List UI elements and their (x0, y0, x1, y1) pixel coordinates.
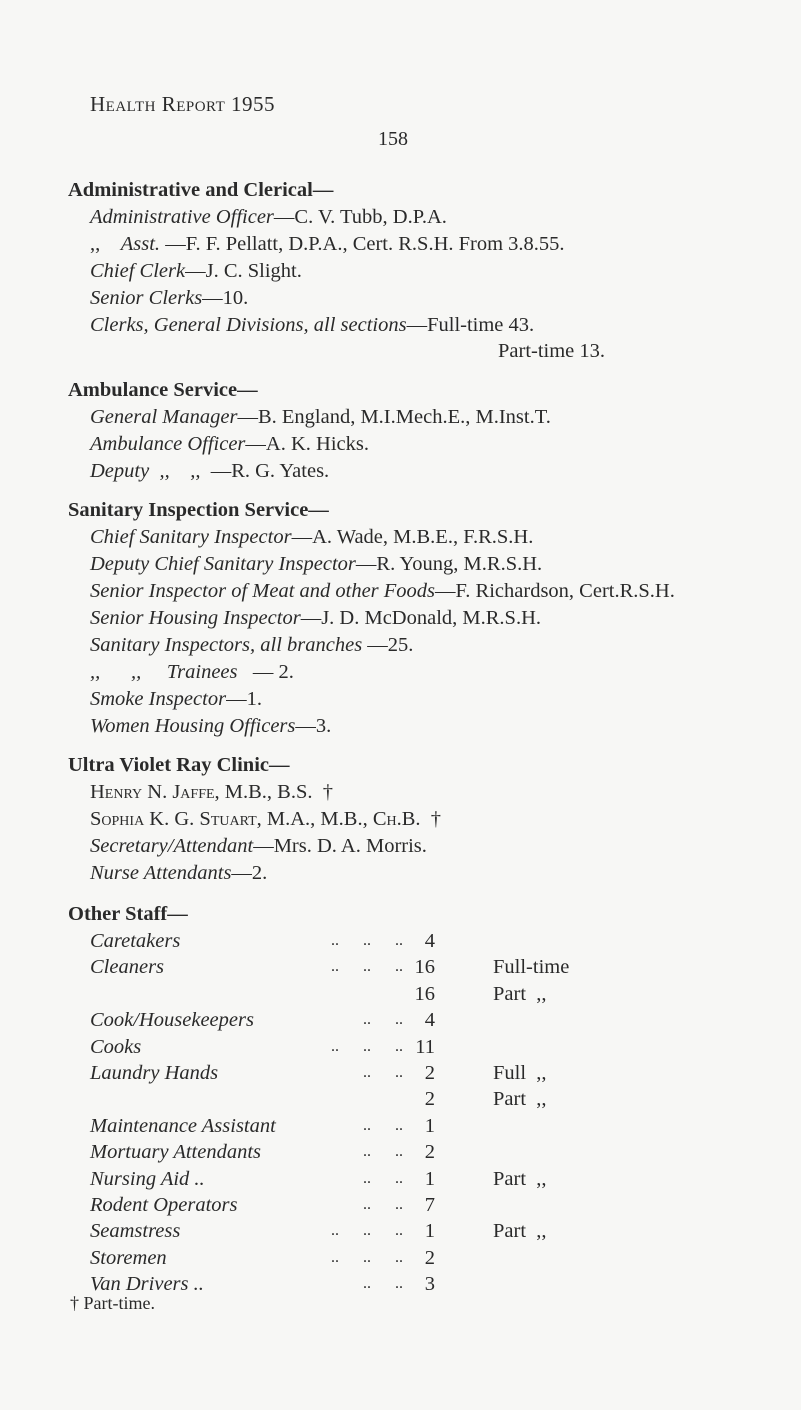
role-label: Ambulance Officer (90, 433, 246, 455)
staff-category: Cleaners (90, 956, 165, 979)
admin-asst-line (90, 232, 565, 256)
staff-count: 4 (424, 930, 435, 952)
leader-dots: .. .. (363, 1196, 403, 1213)
meat-inspector-line (90, 579, 675, 603)
ambulance-officer-line (90, 432, 369, 456)
admin-officer-line (90, 205, 447, 229)
section-heading-sanitary: Sanitary Inspection Service— (68, 499, 329, 521)
staff-category: Van Drivers .. (90, 1273, 204, 1296)
uv-doctor-2: Sophia K. G. Stuart, M.A., M.B., Ch.B. † (90, 808, 442, 830)
sanitary-inspectors-line (90, 633, 413, 657)
leader-dots: .. .. .. (331, 1037, 403, 1055)
leader-dots: .. .. .. (331, 1248, 403, 1266)
role-holder: —J. C. Slight. (185, 260, 302, 282)
staff-count: 1 (424, 1220, 435, 1243)
chief-clerk-line (90, 259, 302, 283)
staff-category: Maintenance Assistant (90, 1114, 276, 1137)
staff-note: Part ,, (493, 1220, 547, 1243)
leader-dots: .. .. .. (331, 958, 403, 976)
role-holder: —R. Young, M.R.S.H. (355, 553, 543, 575)
role-holder: —B. England, M.I.Mech.E., M.Inst.T. (237, 406, 551, 428)
staff-count: 11 (415, 1035, 435, 1058)
role-holder: —A. Wade, M.B.E., F.R.S.H. (291, 526, 534, 548)
page-number: 158 (378, 128, 408, 150)
staff-count: 2 (424, 1141, 435, 1164)
staff-count: 16 (414, 956, 435, 979)
section-heading-admin: Administrative and Clerical— (68, 179, 334, 201)
role-holder: —F. Richardson, Cert.R.S.H. (435, 580, 675, 602)
role-label: Senior Clerks (90, 287, 203, 309)
role-label: Chief Sanitary Inspector (90, 526, 292, 548)
role-holder: — 2. (237, 661, 294, 683)
role-holder: —R. G. Yates. (200, 460, 330, 482)
footnote: † Part-time. (70, 1293, 155, 1313)
uv-nurse-line (90, 861, 267, 885)
role-label: Senior Inspector of Meat and other Foods (90, 580, 436, 602)
staff-count: 1 (424, 1114, 435, 1137)
leader-dots: .. .. (363, 1275, 403, 1293)
section-heading-other: Other Staff— (68, 903, 188, 925)
role-label: Administrative Officer (90, 206, 274, 228)
staff-count: 7 (424, 1194, 435, 1216)
role-holder: —2. (231, 862, 268, 884)
role-label: Sanitary Inspectors, all branches (90, 634, 363, 656)
chief-inspector-line (90, 525, 533, 549)
role-label: Chief Clerk (90, 260, 186, 282)
staff-category: Nursing Aid .. (90, 1167, 205, 1190)
section-heading-uv: Ultra Violet Ray Clinic— (68, 754, 290, 776)
staff-category: Cook/Housekeepers (90, 1009, 254, 1032)
role-label: ,, ,, Trainees (90, 661, 238, 683)
clerks-line (90, 313, 534, 337)
staff-count: 16 (414, 982, 435, 1005)
deputy-line (90, 459, 329, 483)
running-header: Health Report 1955 (90, 92, 276, 116)
leader-dots: .. .. (363, 1169, 403, 1187)
staff-count: 4 (424, 1009, 435, 1032)
role-label: Women Housing Officers (90, 715, 296, 737)
role-holder: —A. K. Hicks. (245, 433, 369, 455)
staff-note: Full-time (493, 956, 570, 979)
staff-count: 1 (424, 1167, 435, 1190)
role-label: Secretary/Attendant (90, 835, 254, 857)
role-label: Smoke Inspector (90, 688, 227, 710)
leader-dots: .. .. (363, 1116, 403, 1134)
role-holder: —C. V. Tubb, D.P.A. (273, 206, 447, 228)
ditto-mark: ,, (90, 233, 101, 255)
staff-category: Storemen (90, 1246, 167, 1269)
leader-dots: .. .. .. (331, 1222, 403, 1240)
deputy-chief-line (90, 552, 542, 576)
role-holder: —1. (226, 688, 262, 710)
staff-note: Part ,, (493, 982, 547, 1005)
staff-category: Caretakers (90, 930, 181, 952)
uv-secretary-line (90, 834, 427, 858)
role-label: General Manager (90, 406, 238, 428)
smoke-inspector-line (90, 687, 262, 711)
role-holder: —J. D. McDonald, M.R.S.H. (300, 607, 542, 629)
role-holder: —10. (202, 287, 249, 309)
staff-count: 2 (424, 1246, 435, 1269)
general-manager-line (90, 405, 551, 429)
staff-count: 2 (424, 1062, 435, 1084)
section-heading-ambulance: Ambulance Service— (68, 379, 258, 401)
housing-inspector-line (90, 606, 541, 630)
role-holder: —Full-time 43. (406, 314, 535, 336)
staff-category: Laundry Hands (90, 1062, 219, 1084)
leader-dots: .. .. (363, 1143, 403, 1161)
staff-category: Mortuary Attendants (90, 1141, 262, 1164)
staff-count: 3 (424, 1273, 435, 1296)
clerks-parttime-line: Part-time 13. (498, 340, 606, 362)
leader-dots: .. .. (363, 1064, 403, 1081)
role-holder: —F. F. Pellatt, D.P.A., Cert. R.S.H. From 3.8.55. (165, 233, 565, 255)
staff-category: Cooks (90, 1035, 142, 1058)
women-housing-line (90, 714, 331, 738)
role-label: Nurse Attendants (90, 862, 232, 884)
role-holder: —25. (362, 634, 414, 656)
role-label: Senior Housing Inspector (90, 607, 301, 629)
staff-category: Rodent Operators (90, 1194, 238, 1216)
staff-note: Part ,, (493, 1088, 547, 1111)
leader-dots: .. .. (363, 1011, 403, 1029)
uv-doctor-1: Henry N. Jaffe, M.B., B.S. † (90, 781, 334, 803)
staff-category: Seamstress (90, 1220, 181, 1243)
staff-note: Part ,, (493, 1167, 547, 1190)
staff-note: Full ,, (493, 1062, 547, 1084)
role-holder: —Mrs. D. A. Morris. (253, 835, 427, 857)
leader-dots: .. .. .. (331, 932, 403, 949)
role-label: Deputy ,, ,, (90, 460, 201, 482)
role-label: Clerks, General Divisions, all sections (90, 314, 407, 336)
role-label: Deputy Chief Sanitary Inspector (90, 553, 356, 575)
role-holder: —3. (295, 715, 332, 737)
senior-clerks-line (90, 286, 248, 310)
role-label: Asst. (120, 233, 161, 255)
staff-count: 2 (424, 1088, 435, 1111)
trainees-line (90, 660, 294, 684)
